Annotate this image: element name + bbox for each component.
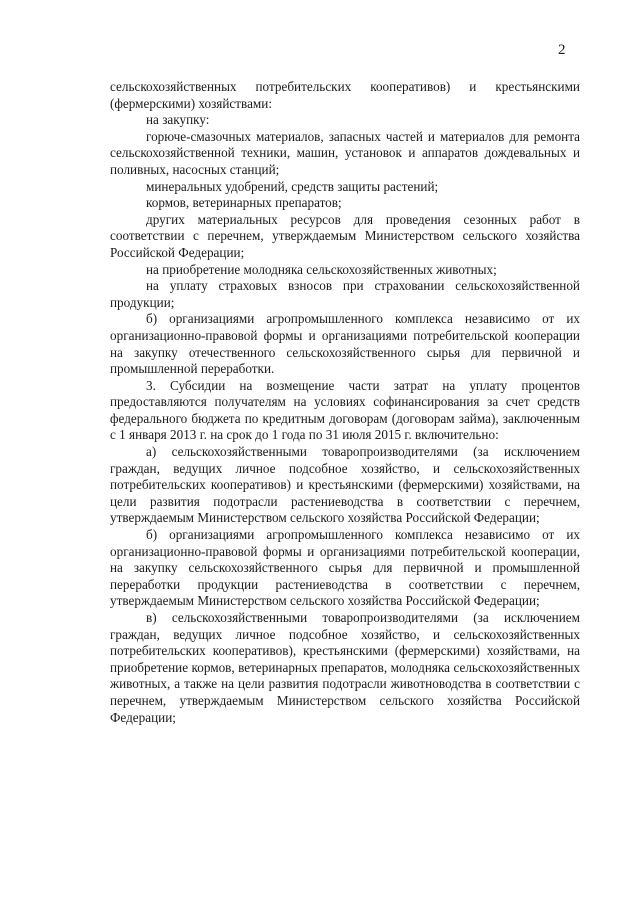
paragraph: в) сельскохозяйственными товаропроизводителями (за исключением граждан, ведущих личное подсобное хозяйство, и сельскохозяйственных потребительских кооперативов), крестьянскими (фермерскими) хозяйствами, на приобретение кормов, ветеринарных препаратов, молодняка сельскохозяйственных животных, а также на цели развития подотрасли животноводства в соответствии с перечнем, утверждаемым Министерством сельского хозяйства Российской Федерации; <box>110 610 580 725</box>
paragraph: на приобретение молодняка сельскохозяйственных животных; <box>146 261 497 277</box>
paragraph: горюче-смазочных материалов, запасных частей и материалов для ремонта сельскохозяйственной техники, машин, установок и аппаратов дождевальных и поливных, насосных станций; <box>110 128 580 177</box>
paragraph: сельскохозяйственных потребительских кооперативов) и крестьянскими (фермерскими) хозяйствами: <box>110 79 580 111</box>
paragraph: минеральных удобрений, средств защиты растений; <box>146 178 439 194</box>
paragraph: на закупку: <box>146 112 210 128</box>
paragraph: б) организациями агропромышленного комплекса независимо от их организационно-правовой формы и организациями потребительской кооперации на закупку отечественного сельскохозяйственного сырья для первичной и промышленной переработки. <box>110 311 580 377</box>
paragraph: кормов, ветеринарных препаратов; <box>146 195 342 211</box>
paragraph: б) организациями агропромышленного комплекса независимо от их организационно-правовой формы и организациями потребительской кооперации, на закупку сельскохозяйственного сырья для первичной и промышленной переработки продукции растениеводства в соответствии с перечнем, утверждаемым Министерством сельского хозяйства Российской Федерации; <box>110 527 580 609</box>
paragraph: других материальных ресурсов для проведения сезонных работ в соответствии с перечнем, утверждаемым Министерством сельского хозяйства Российской Федерации; <box>110 211 580 260</box>
page-number: 2 <box>558 42 566 58</box>
paragraph: 3. Субсидии на возмещение части затрат на уплату процентов предоставляются получателям на условиях софинансирования за счет средств федерального бюджета по кредитным договорам (договорам займа), заключенным с 1 января 2013 г. на срок до 1 года по 31 июля 2015 г. включительно: <box>110 377 580 443</box>
document-body <box>110 79 580 726</box>
paragraph: на уплату страховых взносов при страховании сельскохозяйственной продукции; <box>110 278 580 310</box>
paragraph: а) сельскохозяйственными товаропроизводителями (за исключением граждан, ведущих личное подсобное хозяйство, и сельскохозяйственных потребительских кооперативов) и крестьянскими (фермерскими) хозяйствами, на цели развития подотрасли растениеводства в соответствии с перечнем, утверждаемым Министерством сельского хозяйства Российской Федерации; <box>110 444 580 526</box>
